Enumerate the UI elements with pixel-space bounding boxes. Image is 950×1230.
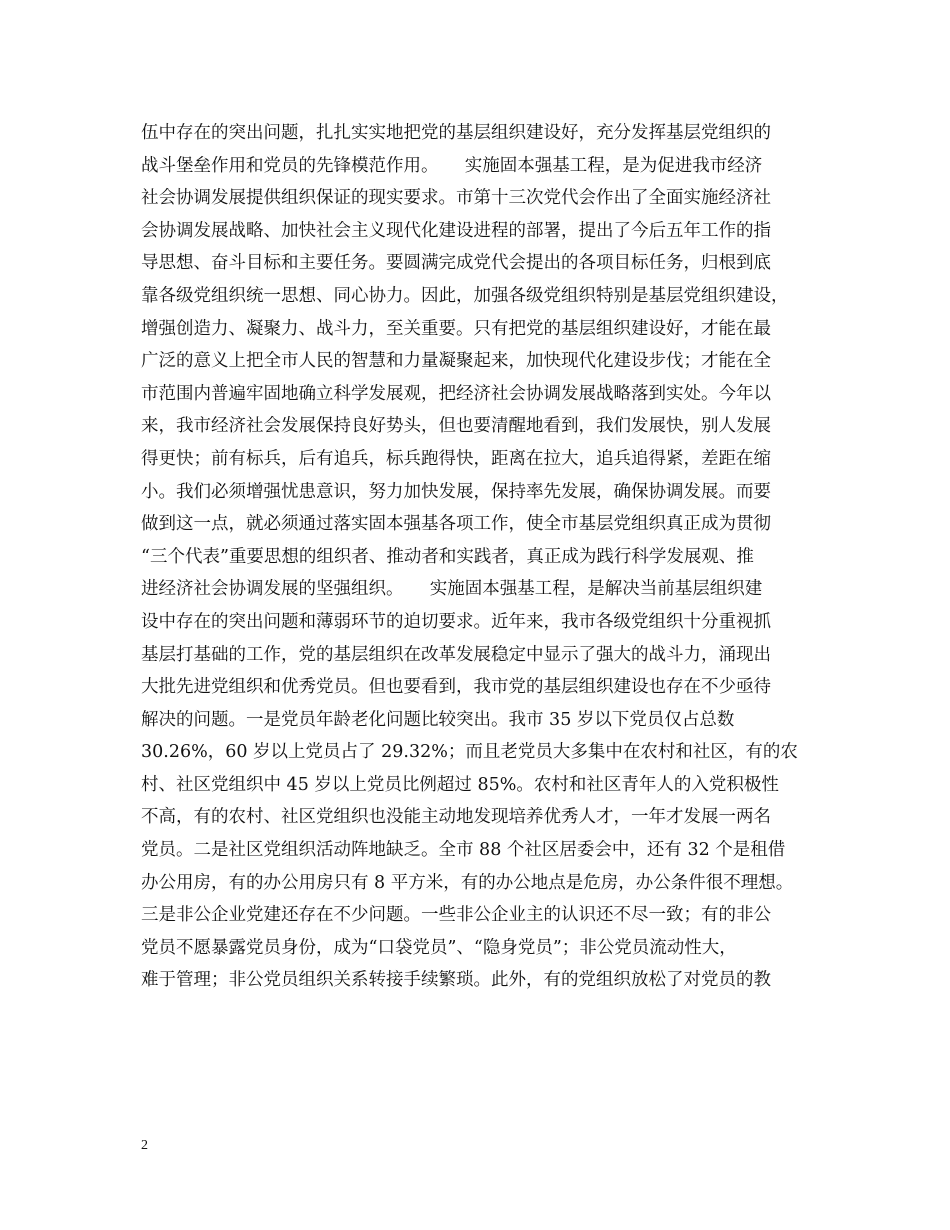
text-line: 导思想、奋斗目标和主要任务。要圆满完成党代会提出的各项目标任务，归根到底 bbox=[141, 253, 771, 274]
text-line: 基层打基础的工作，党的基层组织在改革发展稳定中显示了强大的战斗力，涌现出 bbox=[141, 644, 771, 665]
text-line: 得更快；前有标兵，后有追兵，标兵跑得快，距离在拉大，追兵追得紧，差距在缩 bbox=[141, 448, 771, 469]
text-line: 伍中存在的突出问题，扎扎实实地把党的基层组织建设好，充分发挥基层党组织的 bbox=[141, 123, 771, 143]
text-line: 设中存在的突出问题和薄弱环节的迫切要求。近年来，我市各级党组织十分重视抓 bbox=[141, 611, 771, 632]
text-line: 办公用房，有的办公用房只有 8 平方米，有的办公地点是危房，办公条件很不理想。 bbox=[141, 872, 794, 893]
text-line: 做到这一点，就必须通过落实固本强基各项工作，使全市基层党组织真正成为贯彻 bbox=[141, 514, 771, 535]
body-text bbox=[141, 117, 831, 997]
text-line: 三是非公企业党建还存在不少问题。一些非公企业主的认识还不尽一致；有的非公 bbox=[141, 905, 771, 926]
text-line: 社会协调发展提供组织保证的现实要求。市第十三次党代会作出了全面实施经济社 bbox=[141, 188, 771, 209]
text-line: 不高，有的农村、社区党组织也没能主动地发现培养优秀人才，一年才发展一两名 bbox=[141, 807, 771, 828]
text-line: 解决的问题。一是党员年龄老化问题比较突出。我市 35 岁以下党员仅占总数 bbox=[141, 709, 735, 730]
text-line: 进经济社会协调发展的坚强组织。 实施固本强基工程，是解决当前基层组织建 bbox=[141, 579, 763, 600]
text-line: 小。我们必须增强忧患意识，努力加快发展，保持率先发展，确保协调发展。而要 bbox=[141, 481, 771, 502]
text-line: 增强创造力、凝聚力、战斗力，至关重要。只有把党的基层组织建设好，才能在最 bbox=[141, 318, 771, 339]
text-line: 30.26%，60 岁以上党员占了 29.32%；而且老党员大多集中在农村和社区，有的农 bbox=[141, 742, 798, 763]
text-line: 会协调发展战略、加快社会主义现代化建设进程的部署，提出了今后五年工作的指 bbox=[141, 220, 771, 241]
text-line: 市范围内普遍牢固地确立科学发展观，把经济社会协调发展战略落到实处。今年以 bbox=[141, 383, 771, 404]
text-line: 广泛的意义上把全市人民的智慧和力量凝聚起来，加快现代化建设步伐；才能在全 bbox=[141, 351, 771, 372]
text-line: 难于管理；非公党员组织关系转接手续繁琐。此外，有的党组织放松了对党员的教 bbox=[141, 970, 771, 991]
text-line: 来，我市经济社会发展保持良好势头，但也要清醒地看到，我们发展快，别人发展 bbox=[141, 416, 771, 437]
text-line: 党员。二是社区党组织活动阵地缺乏。全市 88 个社区居委会中，还有 32 个是租借 bbox=[141, 840, 786, 861]
text-line: 村、社区党组织中 45 岁以上党员比例超过 85%。农村和社区青年人的入党积极性 bbox=[141, 774, 779, 795]
text-line: 党员不愿暴露党员身份，成为“口袋党员”、“隐身党员”；非公党员流动性大， bbox=[141, 937, 737, 958]
text-line: 战斗堡垒作用和党员的先锋模范作用。 实施固本强基工程，是为促进我市经济 bbox=[141, 155, 763, 176]
text-line: 靠各级党组织统一思想、同心协力。因此，加强各级党组织特别是基层党组织建设， bbox=[141, 285, 789, 306]
page-number: 2 bbox=[141, 1138, 148, 1153]
text-line: 大批先进党组织和优秀党员。但也要看到，我市党的基层组织建设也存在不少亟待 bbox=[141, 677, 771, 698]
text-line: “三个代表”重要思想的组织者、推动者和实践者，真正成为践行科学发展观、推 bbox=[141, 546, 754, 567]
